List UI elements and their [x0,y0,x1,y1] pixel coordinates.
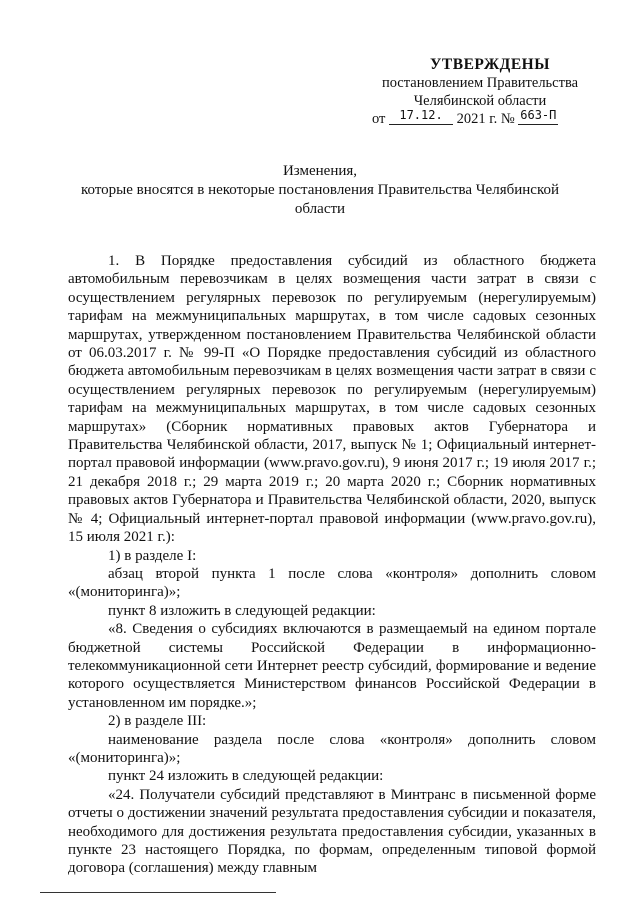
date-prefix: от [372,111,386,127]
paragraph-5: «8. Сведения о субсидиях включаются в размещаемый на едином портале бюджетной системы Российской Федерации в информационно-телекоммуникационной сети Интернет реестр субсидий, формирование и ведение которого осуществляется Министерством финансов Российской Федерации в установленном им порядке.»; [68,621,596,711]
approval-line-2: Челябинской области [413,93,547,109]
handwritten-date: 17.12. [389,106,453,125]
paragraph-1: 1. В Порядке предоставления субсидий из областного бюджета автомобильным перевозчикам в целях возмещения части затрат в связи с осуществлением регулярных перевозок по регулируемым (нерегулируемым) тарифам на межмуниципальных маршрутах, в том числе садовых сезонных маршрутах, утвержденном постановлением Правительства Челябинской области от 06.03.2017 г. № 99-П «О Порядке предоставления субсидий из областного бюджета автомобильным перевозчикам в целях возмещения части затрат в связи с осуществлением регулярных перевозок по регулируемым (нерегулируемым) тарифам на межмуниципальных маршрутах, в том числе садовых сезонных маршрутах» (Сборник нормативных правовых актов Губернатора и Правительства Челябинской области, 2017, выпуск № 1; Официальный интернет-портал правовой информации (www.pravo.gov.ru), 9 июня 2017 г.; 19 июля 2017 г.; 21 декабря 2018 г.; 29 марта 2019 г.; 20 марта 2020 г.; Сборник нормативных правовых актов Губернатора и Правительства Челябинской области, 2020, выпуск № 4; Официальный интернет-портал правовой информации (www.pravo.gov.ru), 15 июля 2021 г.): [68,253,596,546]
title-line-2: которые вносятся в некоторые постановления Правительства Челябинской [81,182,559,198]
approval-line-1: постановлением Правительства [381,75,579,91]
title-line-1: Изменения, [282,163,358,179]
document-title [60,162,580,219]
paragraph-3: абзац второй пункта 1 после слова «контроля» дополнить словом «(мониторинга)»; [68,565,596,601]
handwritten-number: 663-П [518,106,558,125]
paragraph-6: 2) в разделе III: [108,713,207,730]
approval-block [360,56,600,129]
approval-date-line [360,110,600,129]
document-body [68,252,596,878]
paragraph-8: пункт 24 изложить в следующей редакции: [108,768,384,785]
title-line-3: области [294,201,346,217]
paragraph-2: 1) в разделе I: [108,547,197,564]
paragraph-4: пункт 8 изложить в следующей редакции: [108,602,376,619]
approved-heading: УТВЕРЖДЕНЫ [430,56,550,73]
year-text: 2021 г. № [456,111,515,127]
paragraph-7: наименование раздела после слова «контроля» дополнить словом «(мониторинга)»; [68,731,596,766]
paragraph-9: «24. Получатели субсидий представляют в Минтранс в письменной форме отчеты о достижении значений результата предоставления субсидии и показателя, необходимого для достижения результата предоставления субсидии, указанных в пункте 23 настоящего Порядка, по формам, определенным типовой формой договора (соглашения) между главным [68,786,596,877]
footer-rule [40,892,276,893]
